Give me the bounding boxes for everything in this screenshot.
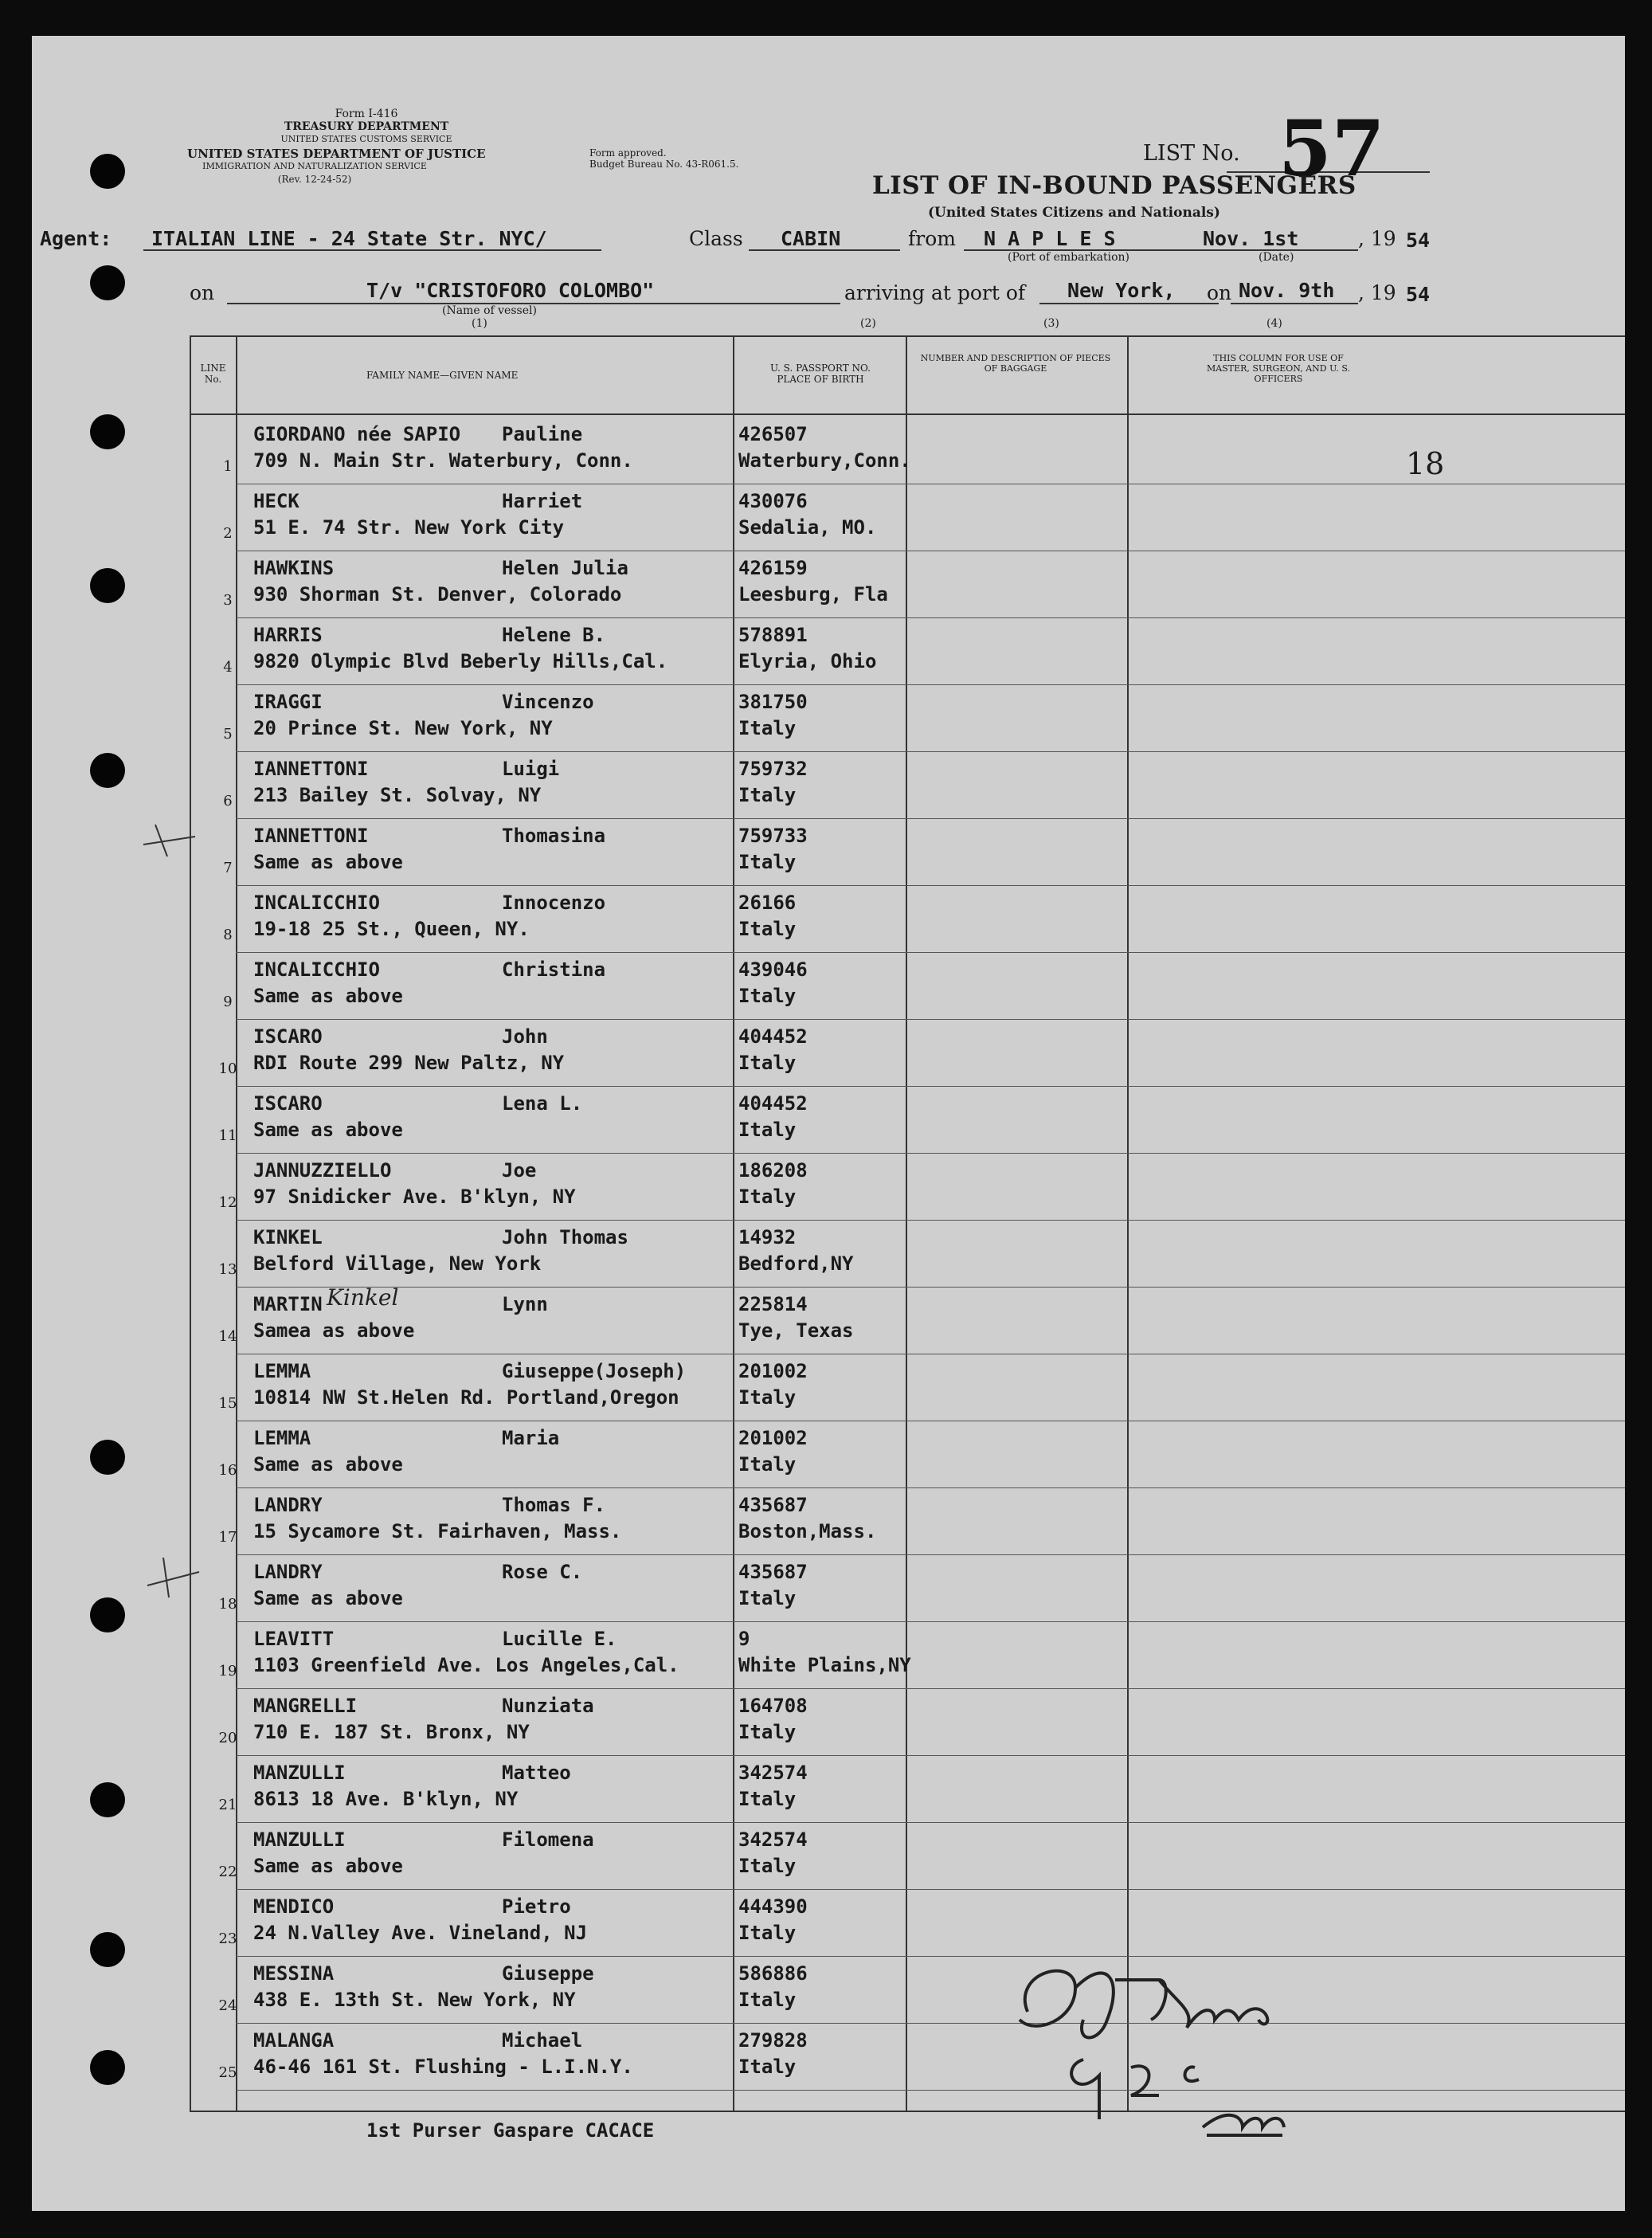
col-num-2: (2) <box>860 317 876 330</box>
from-label: from <box>908 227 956 250</box>
row-family-name: IANNETTONI <box>253 825 369 847</box>
row-separator <box>236 1621 1625 1622</box>
row-address: Same as above <box>253 1855 403 1877</box>
row-family-name: MARTIN <box>253 1293 323 1315</box>
row-address: 97 Snidicker Ave. B'klyn, NY <box>253 1186 576 1208</box>
row-place-of-birth: Italy <box>738 1788 797 1810</box>
row-line-number: 23 <box>218 1930 237 1947</box>
row-given-name: Lena L. <box>502 1092 583 1115</box>
row-given-name: Filomena <box>502 1828 594 1851</box>
from-caption: (Port of embarkation) <box>1008 251 1129 264</box>
budget-bureau-no: Budget Bureau No. 43-R061.5. <box>589 159 739 170</box>
row-passport-no: 26166 <box>738 892 797 914</box>
row-family-name: HARRIS <box>253 624 323 646</box>
row-address: Same as above <box>253 985 403 1007</box>
row-given-name: Joe <box>502 1159 537 1182</box>
punch-hole <box>90 265 125 300</box>
row-family-name: KINKEL <box>253 1226 323 1248</box>
row-family-name: JANNUZZIELLO <box>253 1159 392 1182</box>
table-row <box>32 954 1625 1021</box>
row-place-of-birth: Italy <box>738 918 797 940</box>
list-no-value: 57 <box>1278 104 1385 194</box>
row-line-number: 3 <box>223 592 233 609</box>
row-line-number: 12 <box>218 1194 237 1211</box>
row-place-of-birth: White Plains,NY <box>738 1654 911 1676</box>
row-family-name: IRAGGI <box>253 691 323 713</box>
table-row <box>32 686 1625 753</box>
row-address: 24 N.Valley Ave. Vineland, NJ <box>253 1922 588 1944</box>
table-row <box>32 418 1625 485</box>
row-passport-no: 578891 <box>738 624 808 646</box>
row-family-name: IANNETTONI <box>253 758 369 780</box>
vessel-col-num: (1) <box>472 317 487 330</box>
row-given-name: John Thomas <box>502 1226 628 1248</box>
row-line-number: 25 <box>218 2064 237 2081</box>
departure-date: Nov. 1st <box>1203 227 1299 250</box>
row-family-name: ISCARO <box>253 1092 323 1115</box>
form-approved: Form approved. <box>589 147 667 159</box>
class-label: Class <box>689 227 743 250</box>
kinkel-correction: Kinkel <box>327 1284 399 1311</box>
departure-year-suffix: 54 <box>1406 229 1431 252</box>
row-place-of-birth: Italy <box>738 2056 797 2078</box>
header-officers: THIS COLUMN FOR USE OF MASTER, SURGEON, AND U. S. OFFICERS <box>1206 353 1350 384</box>
row-line-number: 20 <box>218 1730 237 1746</box>
table-row <box>32 1556 1625 1623</box>
arrival-year-prefix: , 19 <box>1358 281 1396 304</box>
row-address: 9820 Olympic Blvd Beberly Hills,Cal. <box>253 650 668 672</box>
arrival-year-prefix-text: 19 <box>1370 281 1396 304</box>
row-family-name: MENDICO <box>253 1895 335 1918</box>
from-value: N A P L E S <box>984 227 1116 250</box>
row-family-name: INCALICCHIO <box>253 892 380 914</box>
row-place-of-birth: Italy <box>738 1922 797 1944</box>
row-line-number: 8 <box>223 927 233 943</box>
vessel-caption: (Name of vessel) <box>442 304 537 317</box>
row-family-name: ISCARO <box>253 1025 323 1048</box>
on2-label: on <box>1207 281 1232 304</box>
row-address: 19-18 25 St., Queen, NY. <box>253 918 530 940</box>
row-line-number: 16 <box>218 1462 237 1479</box>
row-given-name: Innocenzo <box>502 892 606 914</box>
departure-year-prefix-text: 19 <box>1370 227 1396 250</box>
row-passport-no: 404452 <box>738 1092 808 1115</box>
class-underline <box>749 249 900 251</box>
row-address: 213 Bailey St. Solvay, NY <box>253 784 542 806</box>
row-passport-no: 426507 <box>738 423 808 445</box>
row-passport-no: 435687 <box>738 1561 808 1583</box>
row-separator <box>236 1287 1625 1288</box>
row-line-number: 13 <box>218 1261 237 1278</box>
row-given-name: Pauline <box>502 423 583 445</box>
table-row <box>32 753 1625 820</box>
revision-date: (Rev. 12-24-52) <box>277 174 352 185</box>
row-place-of-birth: Italy <box>738 1386 797 1409</box>
row-place-of-birth: Italy <box>738 1119 797 1141</box>
table-row <box>32 1757 1625 1824</box>
row-place-of-birth: Italy <box>738 1587 797 1609</box>
row-passport-no: 426159 <box>738 557 808 579</box>
row-given-name: Lucille E. <box>502 1628 617 1650</box>
row-separator <box>236 1688 1625 1689</box>
arrival-port-underline <box>1039 303 1219 304</box>
row-address: Same as above <box>253 1453 403 1476</box>
row-given-name: John <box>502 1025 548 1048</box>
row-line-number: 11 <box>218 1127 237 1144</box>
row-address: 1103 Greenfield Ave. Los Angeles,Cal. <box>253 1654 679 1676</box>
table-top-border <box>190 335 1625 337</box>
row-place-of-birth: Italy <box>738 985 797 1007</box>
table-row <box>32 1154 1625 1221</box>
row-address: 8613 18 Ave. B'klyn, NY <box>253 1788 519 1810</box>
row-place-of-birth: Italy <box>738 1989 797 2011</box>
row-line-number: 7 <box>223 860 233 876</box>
row-passport-no: 201002 <box>738 1427 808 1449</box>
row-place-of-birth: Italy <box>738 1721 797 1743</box>
table-row <box>32 552 1625 619</box>
row-passport-no: 759732 <box>738 758 808 780</box>
page-subtitle: (United States Citizens and Nationals) <box>928 205 1220 221</box>
row-place-of-birth: Tye, Texas <box>738 1319 854 1342</box>
row-family-name: LEMMA <box>253 1427 311 1449</box>
justice-dept: UNITED STATES DEPARTMENT OF JUSTICE <box>187 147 486 161</box>
col-num-3: (3) <box>1043 317 1059 330</box>
row-separator <box>236 1889 1625 1890</box>
row-address: Same as above <box>253 1119 403 1141</box>
form-number: Form I-416 <box>335 108 398 120</box>
row-given-name: Nunziata <box>502 1695 594 1717</box>
row-place-of-birth: Bedford,NY <box>738 1252 854 1275</box>
agent-value: ITALIAN LINE - 24 State Str. NYC/ <box>151 227 547 250</box>
row-passport-no: 404452 <box>738 1025 808 1048</box>
row-separator <box>236 1822 1625 1823</box>
arrival-date: Nov. 9th <box>1239 279 1335 302</box>
row-line-number: 21 <box>218 1797 237 1813</box>
row-separator <box>236 1755 1625 1756</box>
table-row <box>32 1088 1625 1154</box>
row-passport-no: 586886 <box>738 1962 808 1985</box>
form-id-block <box>271 108 462 146</box>
row-separator <box>236 1153 1625 1154</box>
row-passport-no: 342574 <box>738 1828 808 1851</box>
row-passport-no: 439046 <box>738 958 808 981</box>
on-label: on <box>190 281 215 304</box>
class-value: CABIN <box>781 227 841 250</box>
row-given-name: Pietro <box>502 1895 571 1918</box>
row-place-of-birth: Elyria, Ohio <box>738 650 877 672</box>
row-line-number: 19 <box>218 1663 237 1679</box>
row-passport-no: 759733 <box>738 825 808 847</box>
row-passport-no: 342574 <box>738 1762 808 1784</box>
page-count-note: 18 <box>1406 446 1445 481</box>
row-separator <box>236 1554 1625 1555</box>
header-line-no: LINE No. <box>200 363 226 385</box>
row-given-name: Thomas F. <box>502 1494 606 1516</box>
agent-underline <box>143 249 601 251</box>
departure-year-prefix: , 19 <box>1358 227 1396 250</box>
row-address: 51 E. 74 Str. New York City <box>253 516 565 539</box>
row-separator <box>236 1220 1625 1221</box>
page-title: LIST OF IN-BOUND PASSENGERS <box>872 171 1356 200</box>
row-place-of-birth: Italy <box>738 851 797 873</box>
row-address: 930 Shorman St. Denver, Colorado <box>253 583 622 606</box>
row-separator <box>236 885 1625 886</box>
row-family-name: LEAVITT <box>253 1628 335 1650</box>
header-passport: U. S. PASSPORT NO. PLACE OF BIRTH <box>770 363 871 385</box>
customs-service: UNITED STATES CUSTOMS SERVICE <box>280 134 452 144</box>
table-row <box>32 887 1625 954</box>
row-given-name: Matteo <box>502 1762 571 1784</box>
row-line-number: 14 <box>218 1328 237 1345</box>
row-given-name: Helene B. <box>502 624 606 646</box>
row-separator <box>236 751 1625 752</box>
purser-line: 1st Purser Gaspare CACACE <box>366 2119 655 2142</box>
row-line-number: 5 <box>223 726 233 743</box>
list-no-label: LIST No. <box>1143 141 1240 166</box>
row-given-name: Giuseppe <box>502 1962 594 1985</box>
arrival-port: New York, <box>1067 279 1176 302</box>
row-place-of-birth: Italy <box>738 784 797 806</box>
row-separator <box>236 952 1625 953</box>
header-name: FAMILY NAME—GIVEN NAME <box>366 370 519 381</box>
row-given-name: Lynn <box>502 1293 548 1315</box>
treasury-dept: TREASURY DEPARTMENT <box>284 120 449 133</box>
row-address: 20 Prince St. New York, NY <box>253 717 553 739</box>
row-place-of-birth: Italy <box>738 1186 797 1208</box>
row-passport-no: 164708 <box>738 1695 808 1717</box>
row-line-number: 17 <box>218 1529 237 1546</box>
row-given-name: Vincenzo <box>502 691 594 713</box>
row-passport-no: 9 <box>738 1628 750 1650</box>
table-row <box>32 1221 1625 1288</box>
punch-hole <box>90 154 125 189</box>
row-line-number: 1 <box>223 458 233 475</box>
row-family-name: LANDRY <box>253 1561 323 1583</box>
row-separator <box>236 818 1625 819</box>
row-given-name: Luigi <box>502 758 560 780</box>
row-family-name: LEMMA <box>253 1360 311 1382</box>
row-passport-no: 186208 <box>738 1159 808 1182</box>
table-row <box>32 1824 1625 1891</box>
officer-signature <box>988 1924 1434 2155</box>
table-row <box>32 1489 1625 1556</box>
row-passport-no: 435687 <box>738 1494 808 1516</box>
row-separator <box>236 684 1625 685</box>
row-family-name: INCALICCHIO <box>253 958 380 981</box>
row-address: Same as above <box>253 851 403 873</box>
passenger-rows <box>32 415 1625 2111</box>
table-row <box>32 820 1625 887</box>
table-row <box>32 619 1625 686</box>
row-passport-no: 201002 <box>738 1360 808 1382</box>
ins-service: IMMIGRATION AND NATURALIZATION SERVICE <box>202 161 427 171</box>
row-given-name: Harriet <box>502 490 583 512</box>
row-given-name: Thomasina <box>502 825 606 847</box>
row-passport-no: 14932 <box>738 1226 797 1248</box>
row-place-of-birth: Italy <box>738 1855 797 1877</box>
approval-block <box>589 147 738 170</box>
table-row <box>32 1422 1625 1489</box>
arriving-label: arriving at port of <box>844 281 1026 304</box>
row-given-name: Helen Julia <box>502 557 628 579</box>
manifest-sheet <box>32 36 1625 2211</box>
row-family-name: MESSINA <box>253 1962 335 1985</box>
row-family-name: MALANGA <box>253 2029 335 2052</box>
row-address: 10814 NW St.Helen Rd. Portland,Oregon <box>253 1386 679 1409</box>
vessel-value: T/v "CRISTOFORO COLOMBO" <box>366 279 655 302</box>
row-line-number: 9 <box>223 994 233 1010</box>
table-row <box>32 1288 1625 1355</box>
row-line-number: 4 <box>223 659 233 676</box>
row-place-of-birth: Sedalia, MO. <box>738 516 877 539</box>
table-row <box>32 1690 1625 1757</box>
margin-marks <box>119 801 207 1621</box>
row-place-of-birth: Waterbury,Conn. <box>738 449 911 472</box>
arrival-year-suffix: 54 <box>1406 283 1431 306</box>
row-address: 710 E. 187 St. Bronx, NY <box>253 1721 530 1743</box>
row-separator <box>236 1487 1625 1488</box>
col-num-4: (4) <box>1266 317 1282 330</box>
table-row <box>32 1623 1625 1690</box>
row-family-name: HECK <box>253 490 299 512</box>
row-family-name: LANDRY <box>253 1494 323 1516</box>
row-given-name: Maria <box>502 1427 560 1449</box>
agent-label: Agent: <box>40 227 112 250</box>
row-given-name: Giuseppe(Joseph) <box>502 1360 687 1382</box>
row-given-name: Rose C. <box>502 1561 583 1583</box>
header-baggage: NUMBER AND DESCRIPTION OF PIECES OF BAGGAGE <box>920 353 1111 374</box>
table-row <box>32 485 1625 552</box>
row-line-number: 24 <box>218 1997 237 2014</box>
row-family-name: HAWKINS <box>253 557 335 579</box>
row-place-of-birth: Italy <box>738 717 797 739</box>
table-row <box>32 1021 1625 1088</box>
row-family-name: GIORDANO née SAPIO <box>253 423 461 445</box>
row-family-name: MANZULLI <box>253 1762 346 1784</box>
row-address: Same as above <box>253 1587 403 1609</box>
arrival-date-underline <box>1231 303 1358 304</box>
row-given-name: Christina <box>502 958 606 981</box>
date-caption: (Date) <box>1259 251 1294 264</box>
row-family-name: MANZULLI <box>253 1828 346 1851</box>
row-place-of-birth: Italy <box>738 1052 797 1074</box>
row-line-number: 15 <box>218 1395 237 1412</box>
row-line-number: 10 <box>218 1060 237 1077</box>
row-line-number: 2 <box>223 525 233 542</box>
dept-block <box>187 147 486 186</box>
row-address: 709 N. Main Str. Waterbury, Conn. <box>253 449 633 472</box>
row-address: 15 Sycamore St. Fairhaven, Mass. <box>253 1520 622 1542</box>
row-place-of-birth: Italy <box>738 1453 797 1476</box>
row-address: RDI Route 299 New Paltz, NY <box>253 1052 565 1074</box>
row-place-of-birth: Boston,Mass. <box>738 1520 877 1542</box>
row-passport-no: 430076 <box>738 490 808 512</box>
row-separator <box>236 617 1625 618</box>
row-passport-no: 444390 <box>738 1895 808 1918</box>
row-passport-no: 279828 <box>738 2029 808 2052</box>
row-separator <box>236 1019 1625 1020</box>
row-given-name: Michael <box>502 2029 583 2052</box>
table-row <box>32 1355 1625 1422</box>
row-passport-no: 381750 <box>738 691 808 713</box>
row-line-number: 6 <box>223 793 233 809</box>
row-address: Samea as above <box>253 1319 415 1342</box>
row-family-name: MANGRELLI <box>253 1695 358 1717</box>
row-passport-no: 225814 <box>738 1293 808 1315</box>
row-line-number: 22 <box>218 1864 237 1880</box>
row-address: Belford Village, New York <box>253 1252 542 1275</box>
row-address: 438 E. 13th St. New York, NY <box>253 1989 576 2011</box>
row-separator <box>236 1086 1625 1087</box>
row-address: 46-46 161 St. Flushing - L.I.N.Y. <box>253 2056 633 2078</box>
row-place-of-birth: Leesburg, Fla <box>738 583 888 606</box>
row-line-number: 18 <box>218 1596 237 1613</box>
